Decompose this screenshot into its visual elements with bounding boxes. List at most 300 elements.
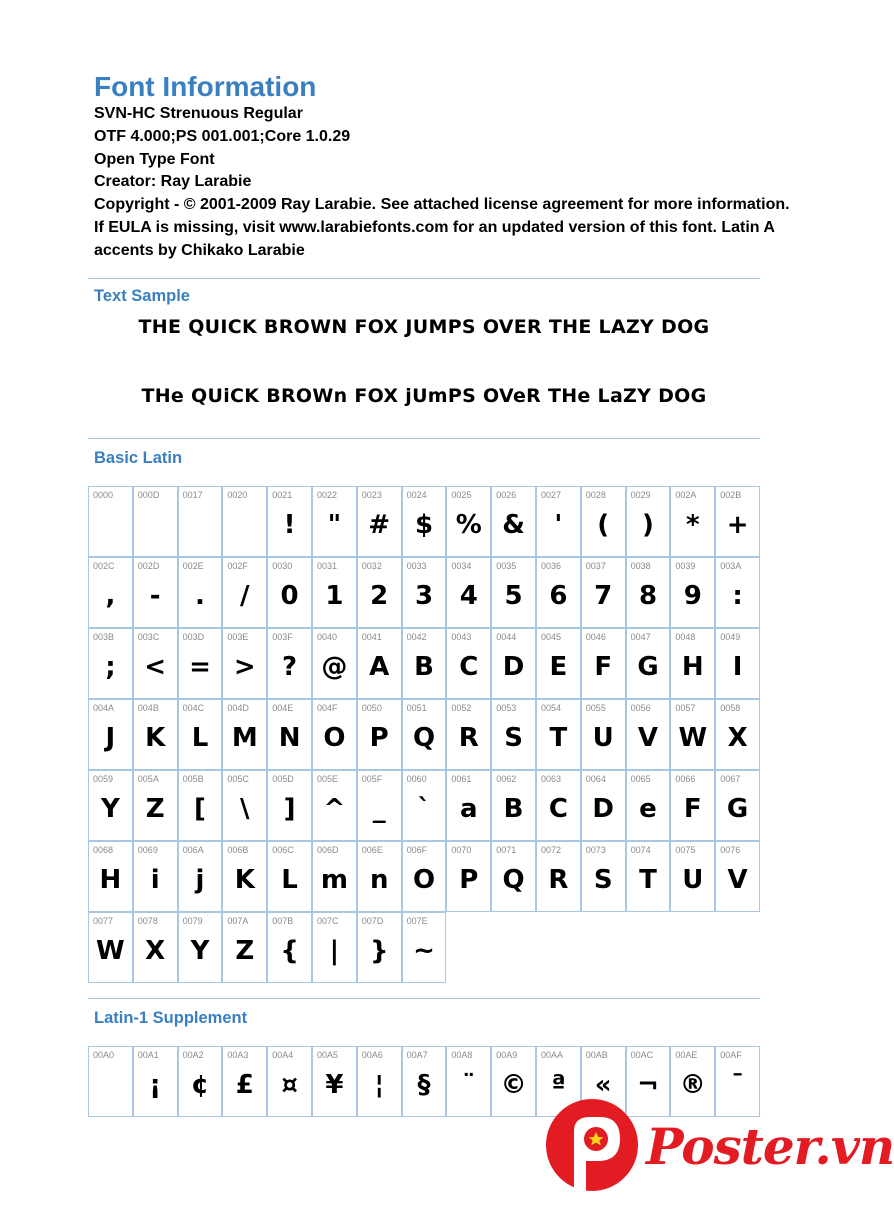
- glyph: \: [240, 794, 250, 824]
- glyph: 1: [325, 581, 344, 611]
- codepoint-label: 0075: [675, 845, 696, 855]
- codepoint-label: 00AF: [720, 1050, 742, 1060]
- codepoint-label: 0074: [630, 845, 651, 855]
- glyph: W: [96, 936, 125, 966]
- glyph: 6: [549, 581, 568, 611]
- codepoint-label: 0065: [630, 774, 651, 784]
- codepoint-label: 00A4: [272, 1050, 294, 1060]
- font-creator: Creator: Ray Larabie: [94, 173, 252, 191]
- glyph-cell: [222, 557, 267, 628]
- glyph: 2: [370, 581, 389, 611]
- glyph: %: [455, 510, 482, 540]
- codepoint-label: 0054: [541, 703, 562, 713]
- glyph-cell: [133, 557, 178, 628]
- glyph-cell: [133, 628, 178, 699]
- glyph: T: [639, 865, 657, 895]
- glyph-cell: [626, 770, 671, 841]
- glyph-cell: [670, 770, 715, 841]
- glyph-cell: [536, 557, 581, 628]
- codepoint-label: 0053: [496, 703, 517, 713]
- glyph: L: [281, 865, 298, 895]
- glyph-cell: [626, 557, 671, 628]
- glyph: {: [280, 936, 299, 966]
- codepoint-label: 003F: [272, 632, 293, 642]
- glyph-cell: [178, 912, 223, 983]
- glyph-cell: [178, 557, 223, 628]
- codepoint-label: 0042: [406, 632, 427, 642]
- glyph: -: [149, 581, 161, 611]
- glyph: ?: [282, 652, 298, 682]
- glyph: ¢: [190, 1070, 210, 1100]
- glyph-cell: [670, 628, 715, 699]
- glyph-cell: [178, 841, 223, 912]
- codepoint-label: 00A1: [137, 1050, 159, 1060]
- codepoint-label: 0035: [496, 561, 517, 571]
- codepoint-label: 0024: [406, 490, 427, 500]
- codepoint-label: 0046: [585, 632, 606, 642]
- codepoint-label: 0041: [361, 632, 382, 642]
- glyph: G: [637, 652, 659, 682]
- codepoint-label: 00A0: [93, 1050, 115, 1060]
- glyph: J: [105, 723, 116, 753]
- glyph: .: [195, 581, 205, 611]
- codepoint-label: 0000: [93, 490, 114, 500]
- glyph: _: [372, 794, 386, 824]
- codepoint-label: 0062: [496, 774, 517, 784]
- glyph-cell: [491, 1046, 536, 1117]
- glyph-cell: [357, 770, 402, 841]
- glyph: }: [369, 936, 389, 966]
- glyph: X: [145, 936, 166, 966]
- codepoint-label: 006A: [182, 845, 204, 855]
- glyph-cell: [357, 486, 402, 557]
- glyph-cell: [357, 1046, 402, 1117]
- codepoint-label: 00A6: [361, 1050, 383, 1060]
- glyph-cell: [536, 770, 581, 841]
- glyph-cell: [133, 699, 178, 770]
- glyph: H: [681, 652, 704, 682]
- codepoint-label: 0023: [361, 490, 382, 500]
- font-version: OTF 4.000;PS 001.001;Core 1.0.29: [94, 127, 351, 145]
- glyph-cell: [267, 628, 312, 699]
- glyph: +: [726, 510, 749, 540]
- text-sample-mixed: THe QUiCK BROWn FOX jUmPS OVeR THe LaZY DOG: [141, 385, 707, 407]
- glyph: ¬: [637, 1070, 659, 1100]
- codepoint-label: 0027: [541, 490, 562, 500]
- basic-latin-title: Basic Latin: [94, 449, 183, 467]
- glyph: W: [678, 723, 708, 753]
- glyph-cell: [402, 1046, 447, 1117]
- text-sample-title: Text Sample: [94, 287, 190, 305]
- glyph: ¤: [281, 1070, 298, 1100]
- glyph: P: [369, 723, 389, 753]
- glyph: 5: [504, 581, 523, 611]
- glyph-cell: [715, 699, 760, 770]
- glyph-cell: [267, 1046, 312, 1117]
- glyph-cell: [133, 770, 178, 841]
- codepoint-label: 0078: [137, 916, 158, 926]
- codepoint-label: 004D: [227, 703, 249, 713]
- codepoint-label: 000D: [137, 490, 160, 500]
- glyph-cell: [536, 486, 581, 557]
- glyph-cell: [715, 557, 760, 628]
- codepoint-label: 005F: [361, 774, 383, 784]
- glyph-cell: [222, 841, 267, 912]
- codepoint-label: 0049: [720, 632, 741, 642]
- poster-vn-logo: [540, 1093, 894, 1200]
- glyph-cell: [88, 699, 133, 770]
- glyph-cell: [267, 557, 312, 628]
- logo-text: Poster.vn: [646, 1117, 894, 1176]
- font-copyright: Copyright - © 2001-2009 Ray Larabie. See attached license agreement for more information. If EULA is missing, visit www.larabiefonts.com for an updated version of this font. Latin A accents by Chikako Larabie: [94, 196, 790, 259]
- glyph: ^: [323, 794, 346, 824]
- glyph-cell: [178, 628, 223, 699]
- glyph-cell: [402, 628, 447, 699]
- codepoint-label: 007E: [406, 916, 428, 926]
- codepoint-label: 0073: [585, 845, 606, 855]
- glyph: «: [594, 1070, 612, 1100]
- codepoint-label: 005B: [182, 774, 204, 784]
- codepoint-label: 002B: [720, 490, 742, 500]
- codepoint-label: 0068: [93, 845, 114, 855]
- glyph-cell: [626, 628, 671, 699]
- codepoint-label: 0070: [451, 845, 472, 855]
- codepoint-label: 005E: [317, 774, 339, 784]
- glyph: X: [727, 723, 748, 753]
- glyph-cell: [536, 841, 581, 912]
- codepoint-label: 0060: [406, 774, 427, 784]
- glyph: `: [417, 794, 431, 824]
- glyph-cell: [267, 486, 312, 557]
- glyph-cell: [133, 1046, 178, 1117]
- glyph-cell: [222, 628, 267, 699]
- glyph: ¨: [462, 1070, 476, 1100]
- glyph: £: [235, 1070, 254, 1100]
- codepoint-label: 0037: [585, 561, 606, 571]
- glyph: ~: [413, 936, 435, 966]
- glyph: S: [504, 723, 523, 753]
- codepoint-label: 005C: [227, 774, 249, 784]
- glyph-cell: [670, 557, 715, 628]
- codepoint-label: 005A: [137, 774, 159, 784]
- glyph-cell: [446, 841, 491, 912]
- glyph: e: [639, 794, 657, 824]
- codepoint-label: 007B: [272, 916, 294, 926]
- glyph-cell: [88, 1046, 133, 1117]
- glyph: ,: [105, 581, 116, 611]
- glyph-cell: [446, 770, 491, 841]
- glyph: /: [240, 581, 250, 611]
- glyph-cell: [402, 699, 447, 770]
- codepoint-label: 006E: [361, 845, 383, 855]
- codepoint-label: 00A9: [496, 1050, 518, 1060]
- glyph-cell: [670, 699, 715, 770]
- codepoint-label: 002E: [182, 561, 204, 571]
- codepoint-label: 006C: [272, 845, 294, 855]
- glyph-cell: [626, 699, 671, 770]
- glyph: 4: [459, 581, 478, 611]
- glyph: (: [597, 510, 610, 540]
- glyph-cell: [357, 912, 402, 983]
- glyph-cell: [88, 912, 133, 983]
- codepoint-label: 0045: [541, 632, 562, 642]
- glyph-cell: [402, 486, 447, 557]
- codepoint-label: 0033: [406, 561, 427, 571]
- glyph-cell: [446, 1046, 491, 1117]
- glyph: ¥: [325, 1070, 344, 1100]
- logo-p-icon: [540, 1093, 650, 1200]
- glyph-cell: [670, 841, 715, 912]
- codepoint-label: 0056: [630, 703, 651, 713]
- glyph-cell: [178, 770, 223, 841]
- glyph: |: [329, 936, 340, 966]
- codepoint-label: 0051: [406, 703, 427, 713]
- codepoint-label: 0039: [675, 561, 696, 571]
- codepoint-label: 003A: [720, 561, 742, 571]
- glyph-cell: [402, 557, 447, 628]
- glyph: !: [283, 510, 296, 540]
- page-title: Font Information: [94, 71, 317, 102]
- glyph-cell: [491, 628, 536, 699]
- glyph: m: [320, 865, 348, 895]
- glyph-cell: [581, 486, 626, 557]
- codepoint-label: 00AE: [675, 1050, 698, 1060]
- codepoint-label: 00A3: [227, 1050, 249, 1060]
- codepoint-label: 0021: [272, 490, 293, 500]
- glyph: F: [594, 652, 613, 682]
- divider: [88, 998, 760, 999]
- codepoint-label: 0047: [630, 632, 651, 642]
- codepoint-label: 004A: [93, 703, 115, 713]
- glyph-cell: [715, 841, 760, 912]
- codepoint-label: 0050: [361, 703, 382, 713]
- glyph-cell: [312, 770, 357, 841]
- glyph: F: [683, 794, 702, 824]
- glyph: L: [191, 723, 209, 753]
- codepoint-label: 00A5: [317, 1050, 339, 1060]
- codepoint-label: 003C: [137, 632, 160, 642]
- codepoint-label: 0032: [361, 561, 382, 571]
- glyph-cell: [581, 628, 626, 699]
- codepoint-label: 002A: [675, 490, 697, 500]
- glyph: 7: [594, 581, 613, 611]
- glyph-cell: [222, 770, 267, 841]
- glyph-cell: [626, 841, 671, 912]
- codepoint-label: 0066: [675, 774, 696, 784]
- glyph: 0: [280, 581, 299, 611]
- glyph-cell: [357, 699, 402, 770]
- glyph-cell: [402, 912, 447, 983]
- glyph: Q: [412, 723, 436, 753]
- codepoint-label: 004B: [137, 703, 159, 713]
- codepoint-label: 005D: [272, 774, 294, 784]
- glyph: &: [502, 510, 525, 540]
- glyph: *: [685, 510, 700, 540]
- glyph: C: [548, 794, 568, 824]
- codepoint-label: 0059: [93, 774, 114, 784]
- codepoint-label: 0067: [720, 774, 741, 784]
- glyph: K: [234, 865, 255, 895]
- codepoint-label: 0057: [675, 703, 696, 713]
- glyph-cell: [312, 557, 357, 628]
- codepoint-label: 0028: [585, 490, 606, 500]
- codepoint-label: 004E: [272, 703, 294, 713]
- codepoint-label: 0026: [496, 490, 517, 500]
- glyph-cell: [267, 841, 312, 912]
- glyph: K: [145, 723, 166, 753]
- glyph: M: [231, 723, 258, 753]
- codepoint-label: 002F: [227, 561, 248, 571]
- font-name: SVN-HC Strenuous Regular: [94, 105, 303, 122]
- glyph-cell: [133, 841, 178, 912]
- codepoint-label: 006D: [317, 845, 339, 855]
- glyph-cell: [402, 770, 447, 841]
- glyph: Z: [145, 794, 165, 824]
- glyph: S: [593, 865, 613, 895]
- glyph: :: [732, 581, 743, 611]
- glyph-cell: [88, 770, 133, 841]
- codepoint-label: 002D: [137, 561, 160, 571]
- divider: [88, 278, 760, 279]
- glyph: D: [592, 794, 614, 824]
- glyph: B: [503, 794, 524, 824]
- glyph-cell: [491, 699, 536, 770]
- glyph: O: [412, 865, 436, 895]
- glyph: U: [682, 865, 704, 895]
- glyph: #: [368, 510, 391, 540]
- glyph: @: [321, 652, 348, 682]
- glyph-cell: [267, 912, 312, 983]
- glyph: V: [727, 865, 748, 895]
- codepoint-label: 0064: [585, 774, 606, 784]
- codepoint-label: 0077: [93, 916, 114, 926]
- codepoint-label: 00AB: [585, 1050, 608, 1060]
- glyph: H: [99, 865, 122, 895]
- glyph-cell: [491, 841, 536, 912]
- glyph-cell: [357, 628, 402, 699]
- codepoint-label: 004F: [317, 703, 338, 713]
- glyph-cell: [402, 841, 447, 912]
- glyph-cell: [88, 486, 133, 557]
- glyph-cell: [446, 628, 491, 699]
- glyph: 8: [638, 581, 658, 611]
- glyph: ¡: [149, 1070, 162, 1100]
- glyph: R: [458, 723, 479, 753]
- glyph: A: [369, 652, 390, 682]
- codepoint-label: 00AC: [630, 1050, 654, 1060]
- glyph: =: [189, 652, 211, 682]
- glyph-cell: [536, 628, 581, 699]
- glyph-cell: [670, 486, 715, 557]
- glyph: ©: [500, 1070, 527, 1100]
- codepoint-label: 0058: [720, 703, 741, 713]
- glyph-cell: [357, 841, 402, 912]
- codepoint-label: 007C: [317, 916, 339, 926]
- glyph: i: [150, 865, 160, 895]
- codepoint-label: 0022: [317, 490, 338, 500]
- codepoint-label: 0017: [182, 490, 203, 500]
- codepoint-label: 0029: [630, 490, 651, 500]
- glyph: 9: [683, 581, 702, 611]
- glyph: C: [459, 652, 479, 682]
- glyph-cell: [446, 699, 491, 770]
- glyph-cell: [446, 557, 491, 628]
- codepoint-label: 003D: [182, 632, 205, 642]
- glyph: B: [414, 652, 434, 682]
- codepoint-label: 0071: [496, 845, 517, 855]
- glyph-cell: [491, 486, 536, 557]
- glyph-cell: [88, 628, 133, 699]
- codepoint-label: 00A7: [406, 1050, 428, 1060]
- codepoint-label: 0031: [317, 561, 338, 571]
- codepoint-label: 003B: [93, 632, 115, 642]
- font-type: Open Type Font: [94, 150, 215, 168]
- glyph: $: [414, 510, 434, 540]
- glyph-cell: [581, 841, 626, 912]
- codepoint-label: 006F: [406, 845, 428, 855]
- glyph-cell: [88, 841, 133, 912]
- codepoint-label: 003E: [227, 632, 249, 642]
- glyph: N: [278, 723, 301, 753]
- glyph-cell: [715, 486, 760, 557]
- glyph: G: [726, 794, 749, 824]
- glyph: I: [732, 652, 743, 682]
- codepoint-label: 002C: [93, 561, 115, 571]
- codepoint-label: 0055: [585, 703, 606, 713]
- glyph-cell: [133, 912, 178, 983]
- codepoint-label: 0020: [227, 490, 248, 500]
- glyph-cell: [491, 770, 536, 841]
- codepoint-label: 0038: [630, 561, 651, 571]
- codepoint-label: 007D: [361, 916, 384, 926]
- glyph: V: [637, 723, 659, 753]
- glyph-cell: [222, 486, 267, 557]
- glyph-cell: [222, 699, 267, 770]
- glyph-cell: [581, 557, 626, 628]
- glyph-cell: [581, 699, 626, 770]
- glyph-cell: [312, 912, 357, 983]
- glyph: ®: [679, 1070, 706, 1100]
- glyph: U: [592, 723, 614, 753]
- glyph-cell: [715, 770, 760, 841]
- glyph-cell: [715, 628, 760, 699]
- glyph-cell: [312, 699, 357, 770]
- glyph-cell: [178, 1046, 223, 1117]
- glyph-cell: [446, 486, 491, 557]
- divider: [88, 438, 760, 439]
- glyph-cell: [357, 557, 402, 628]
- glyph-cell: [312, 841, 357, 912]
- codepoint-label: 0076: [720, 845, 741, 855]
- glyph-cell: [536, 699, 581, 770]
- glyph: ): [642, 510, 654, 540]
- codepoint-label: 00A8: [451, 1050, 473, 1060]
- glyph: ;: [105, 652, 116, 682]
- glyph: ': [554, 510, 563, 540]
- codepoint-label: 0048: [675, 632, 696, 642]
- glyph-cell: [88, 557, 133, 628]
- glyph: O: [323, 723, 346, 753]
- glyph: R: [548, 865, 569, 895]
- codepoint-label: 00A2: [182, 1050, 204, 1060]
- codepoint-label: 0030: [272, 561, 293, 571]
- glyph: n: [369, 865, 389, 895]
- glyph: [: [194, 794, 206, 824]
- glyph-cell: [312, 628, 357, 699]
- glyph: >: [233, 652, 256, 682]
- glyph-cell: [312, 1046, 357, 1117]
- glyph: Y: [190, 936, 210, 966]
